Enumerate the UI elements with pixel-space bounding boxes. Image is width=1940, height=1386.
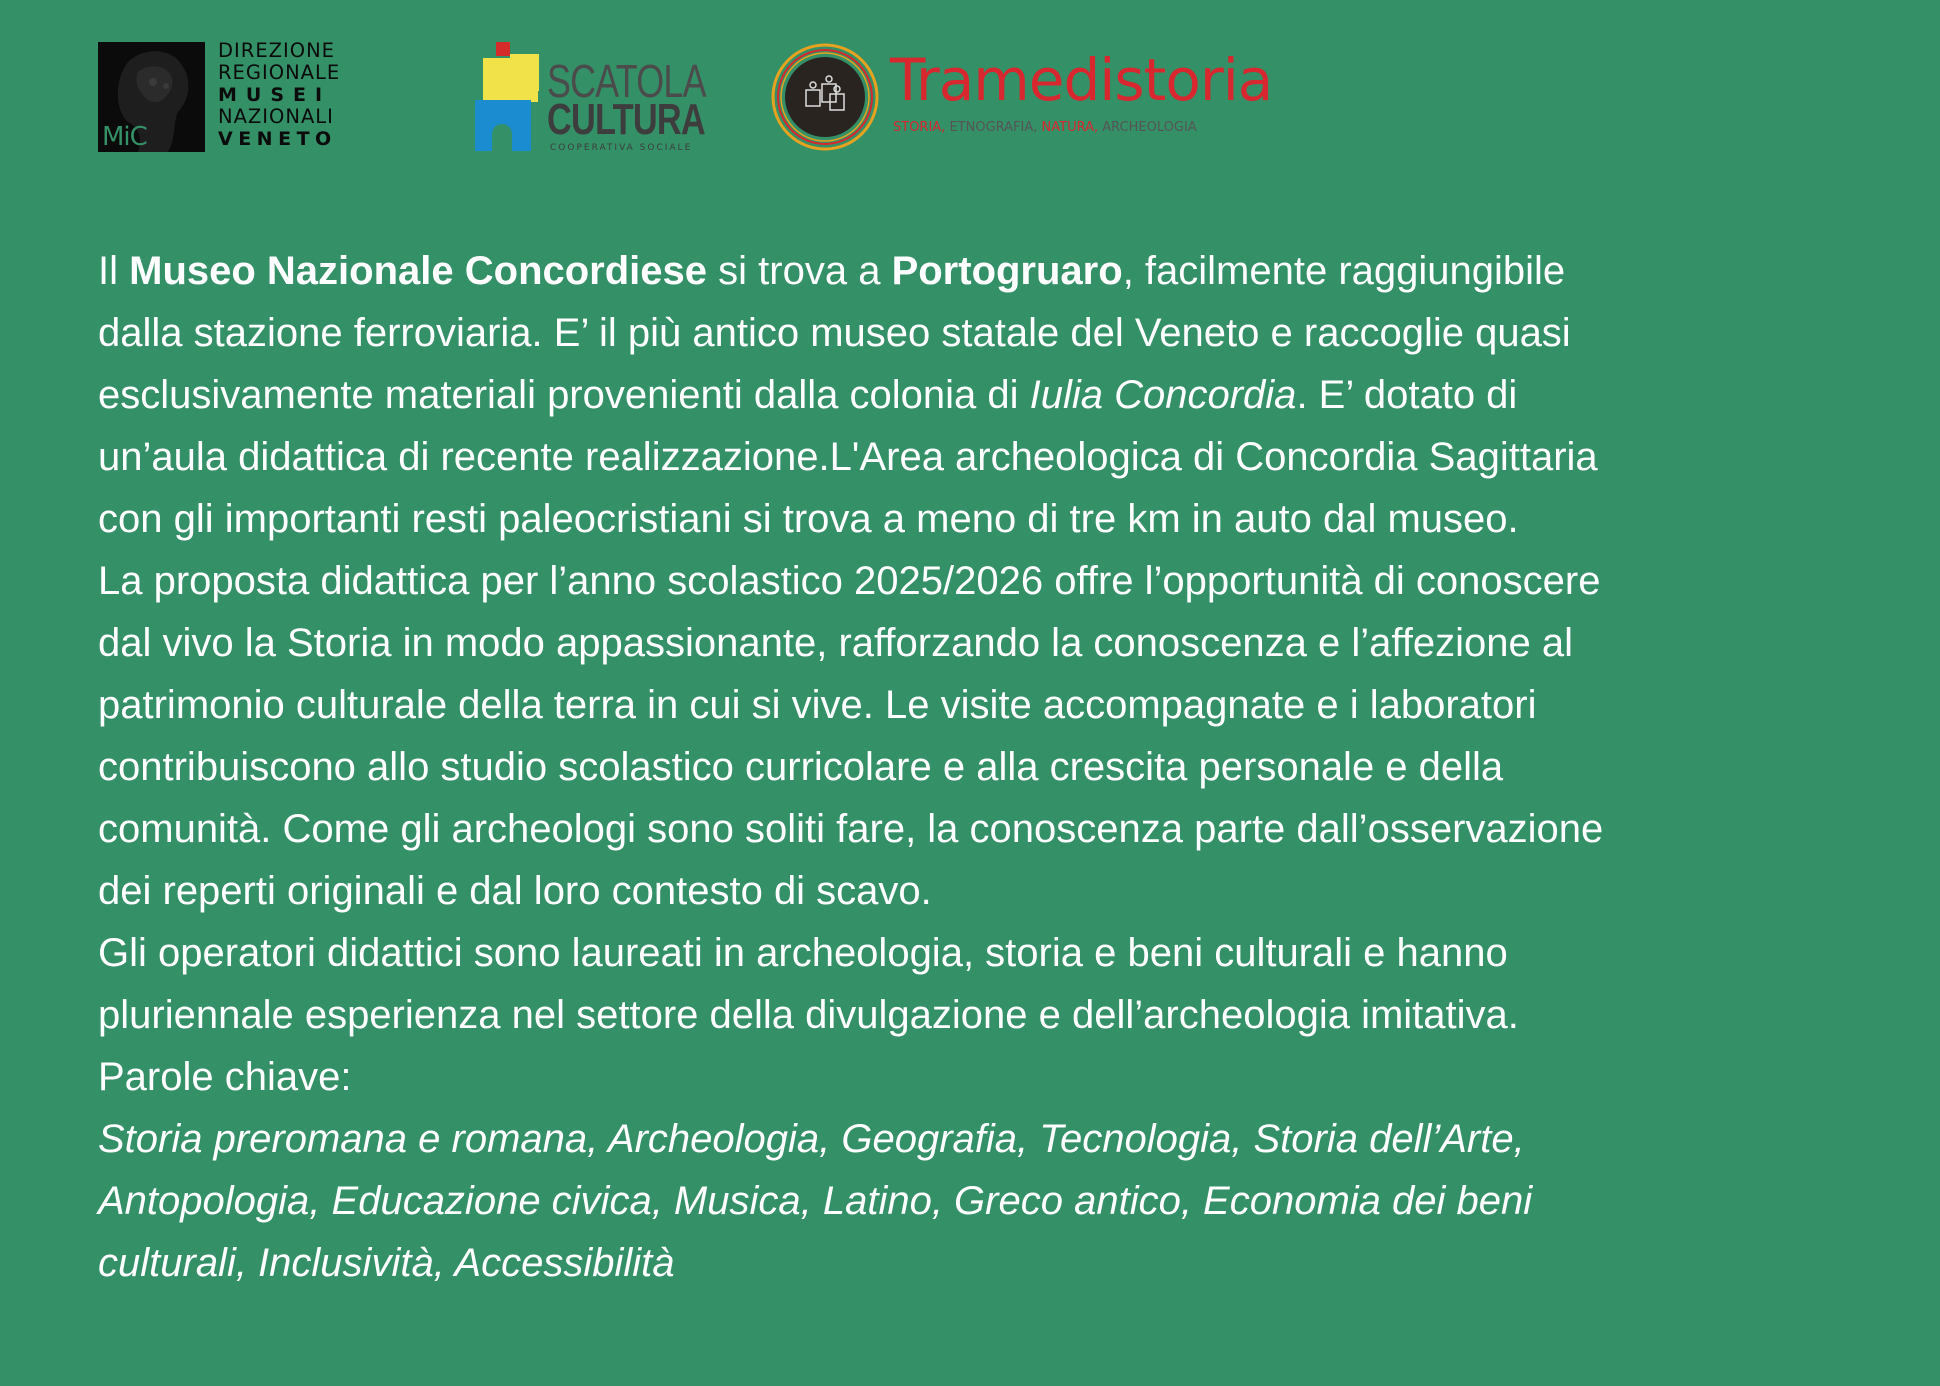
scatola-cultura-logo — [475, 40, 705, 155]
text-line — [98, 364, 1898, 426]
tramedistoria-title: Tramedistoria — [890, 46, 1273, 114]
scatola-yellow-corner — [510, 54, 539, 91]
mic-line: VENETO — [218, 128, 337, 150]
tramedistoria-circle-icon — [770, 42, 880, 152]
text-span: esclusivamente materiali provenienti dalla colonia di — [98, 373, 1030, 417]
text-line: dal vivo la Storia in modo appassionante, rafforzando la conoscenza e l’affezione al — [98, 621, 1574, 665]
scatola-subtitle: COOPERATIVA SOCIALE — [550, 143, 693, 153]
text-line: pluriennale esperienza nel settore della divulgazione e dell’archeologia imitativa. — [98, 993, 1519, 1037]
text-line: patrimonio culturale della terra in cui si vive. Le visite accompagnate e i laboratori — [98, 683, 1537, 727]
sub-archeologia: ARCHEOLOGIA — [1102, 120, 1197, 135]
mic-line: DIREZIONE — [218, 39, 336, 62]
text-span: , facilmente raggiungibile — [1122, 249, 1566, 293]
text-span: si trova a — [707, 249, 892, 293]
scatola-title-bottom: CULTURA — [547, 95, 705, 144]
tramedistoria-logo — [770, 38, 1290, 158]
scatola-red-square — [496, 42, 510, 56]
text-line: dei reperti originali e dal loro contesto di scavo. — [98, 869, 932, 913]
keywords-line: Storia preromana e romana, Archeologia, Geografia, Tecnologia, Storia dell’Arte, — [98, 1117, 1525, 1161]
keywords-label: Parole chiave: — [98, 1055, 352, 1099]
tramedistoria-subtitle — [893, 120, 1197, 135]
mic-line: NAZIONALI — [218, 105, 334, 128]
mic-statue-mark — [98, 42, 205, 152]
text-line — [98, 240, 1898, 302]
scatola-title-top: SCATOLA — [547, 55, 706, 107]
sub-natura: NATURA, — [1041, 120, 1099, 135]
colony-name: Iulia Concordia — [1029, 373, 1297, 417]
mic-line: REGIONALE — [218, 61, 341, 84]
text-line: La proposta didattica per l’anno scolastico 2025/2026 offre l’opportunità di conoscere — [98, 559, 1601, 603]
text-line: un’aula didattica di recente realizzazione.L'Area archeologica di Concordia Sagittaria — [98, 435, 1598, 479]
sub-storia: STORIA, — [893, 120, 946, 135]
text-line: comunità. Come gli archeologi sono soliti fare, la conoscenza parte dall’osservazione — [98, 807, 1604, 851]
text-line: Gli operatori didattici sono laureati in archeologia, storia e beni culturali e hanno — [98, 931, 1508, 975]
city-name: Portogruaro — [891, 249, 1123, 293]
text-span: . E’ dotato di — [1296, 373, 1518, 417]
text-line: contribuiscono allo studio scolastico curricolare e alla crescita personale e della — [98, 745, 1504, 789]
scatola-arch — [492, 124, 512, 151]
text-line: dalla stazione ferroviaria. E’ il più antico museo statale del Veneto e raccoglie quasi — [98, 311, 1571, 355]
sub-etnografia: ETNOGRAFIA, — [949, 120, 1038, 135]
mic-line: MUSEI — [218, 84, 332, 106]
text-span: Il — [98, 249, 130, 293]
text-line: con gli importanti resti paleocristiani si trova a meno di tre km in auto dal museo. — [98, 497, 1519, 541]
museum-name: Museo Nazionale Concordiese — [129, 249, 708, 293]
mic-logo — [98, 40, 368, 155]
keywords-line: culturali, Inclusività, Accessibilità — [98, 1241, 675, 1285]
logo-bar — [98, 38, 1298, 158]
mic-mark-text: MiC — [102, 122, 147, 152]
mic-institution-name — [218, 40, 340, 150]
keywords-line: Antopologia, Educazione civica, Musica, Latino, Greco antico, Economia dei beni — [98, 1179, 1533, 1223]
body-text — [98, 240, 1898, 1294]
